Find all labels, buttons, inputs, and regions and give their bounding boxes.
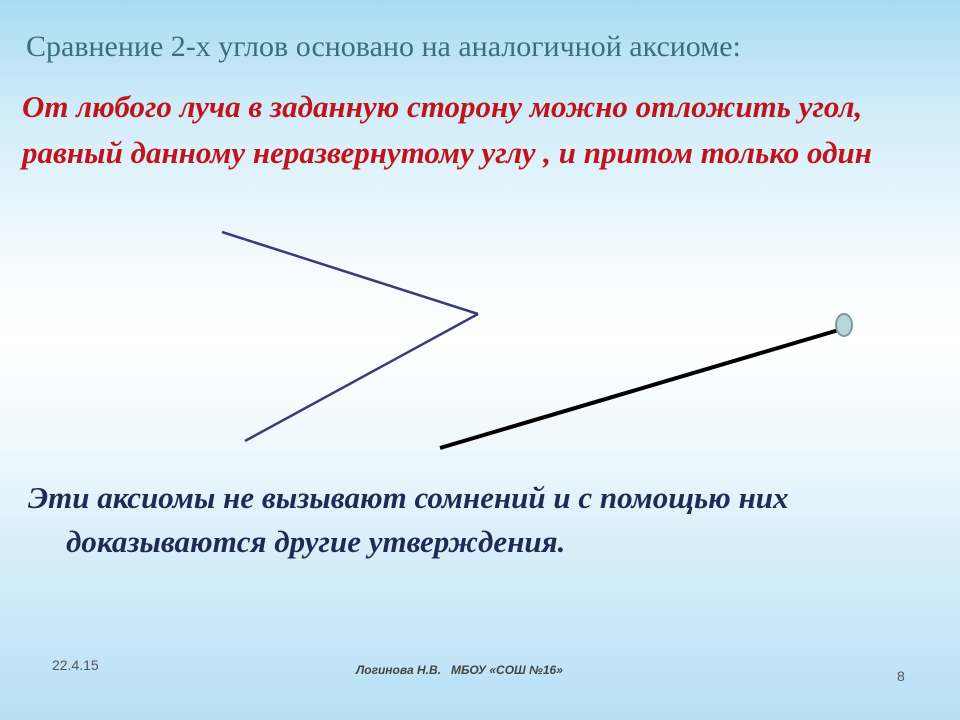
given-angle: [222, 232, 478, 441]
given-ray: [440, 314, 852, 448]
slide-heading: Сравнение 2-х углов основано на аналогичной аксиоме:: [26, 30, 741, 63]
ray-line: [440, 329, 842, 448]
footer-date: 22.4.15: [52, 657, 99, 673]
conclusion-statement: Эти аксиомы не вызывают сомнений и с помощью них доказываются другие утверждения.: [28, 480, 789, 559]
ray-endpoint: [836, 314, 852, 336]
angle-side-lower: [245, 314, 478, 441]
axiom-statement: От любого луча в заданную сторону можно отложить угол, равный данному неразвернутому углу , и притом только один: [22, 89, 872, 170]
footer-author: Логинова Н.В. МБОУ «СОШ №16»: [356, 663, 563, 677]
angle-side-upper: [222, 232, 478, 314]
slide-number: 8: [897, 668, 905, 684]
